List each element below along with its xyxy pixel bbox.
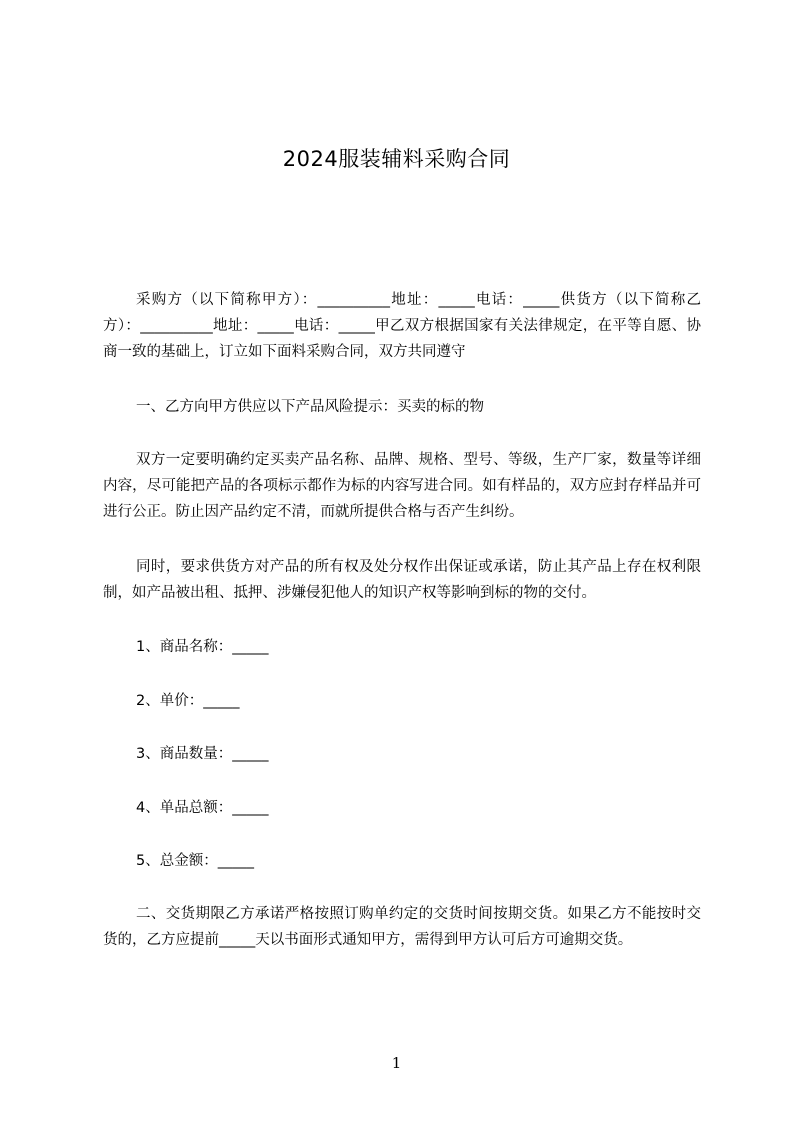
item-unit-price: 2、单价：_____ bbox=[136, 693, 240, 709]
section1-heading: 一、乙方向甲方供应以下产品风险提示：买卖的标的物 bbox=[136, 399, 484, 415]
page-number: 1 bbox=[391, 1054, 402, 1072]
section1-paragraph-1: 双方一定要明确约定买卖产品名称、品牌、规格、型号、等级，生产厂家，数量等详细内容，尽可能把产品的各项标示都作为标的内容写进合同。如有样品的，双方应封存样品并可进行公正。防止因产品约定不清，而就所提供合格与否产生纠纷。 bbox=[103, 452, 701, 520]
intro-paragraph: 采购方（以下简称甲方）：__________地址：_____电话：_____供货方（以下简称乙方）：__________地址：_____电话：_____甲乙双方根据国家有关法律规定，在平等自愿、协商一致的基础上，订立如下面料采购合同，双方共同遵守 bbox=[103, 292, 701, 360]
item-product-name: 1、商品名称：_____ bbox=[136, 639, 269, 655]
document-title: 2024服装辅料采购合同 bbox=[282, 147, 511, 171]
section2-paragraph: 二、交货期限乙方承诺严格按照订购单约定的交货时间按期交货。如果乙方不能按时交货的，乙方应提前_____天以书面形式通知甲方，需得到甲方认可后方可逾期交货。 bbox=[103, 906, 701, 948]
item-total-amount: 5、总金额：_____ bbox=[136, 853, 254, 869]
item-unit-total: 4、单品总额：_____ bbox=[136, 800, 269, 816]
section1-paragraph-2: 同时，要求供货方对产品的所有权及处分权作出保证或承诺，防止其产品上存在权利限制，如产品被出租、抵押、涉嫌侵犯他人的知识产权等影响到标的物的交付。 bbox=[103, 559, 701, 601]
item-quantity: 3、商品数量：_____ bbox=[136, 746, 269, 762]
